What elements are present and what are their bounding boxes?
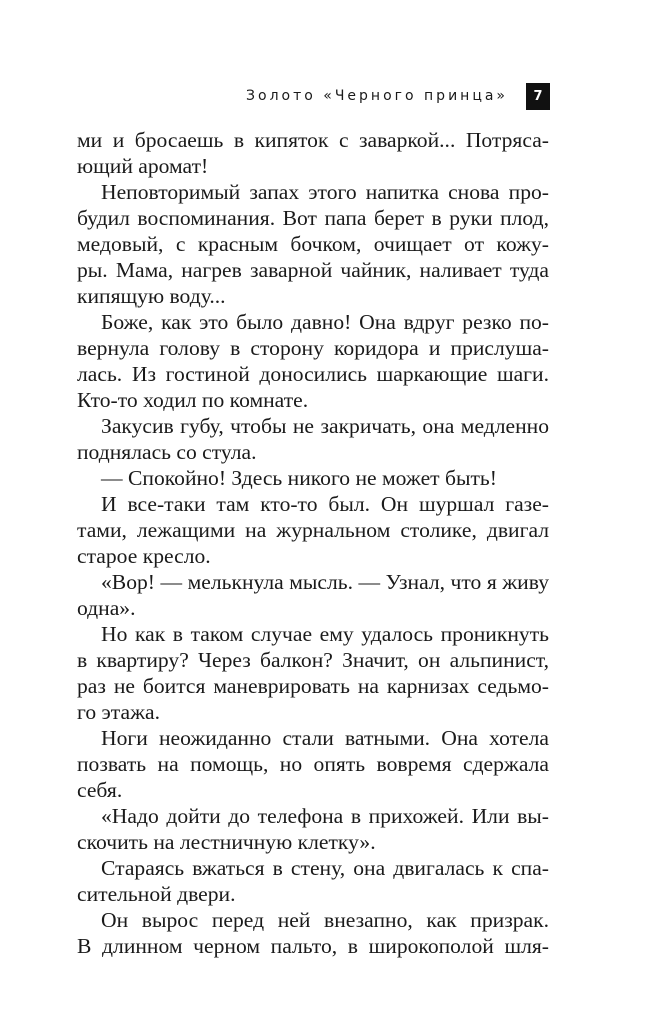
text-line: раз не боится маневрировать на карнизах седьмо- — [77, 674, 549, 698]
running-header — [70, 82, 550, 110]
text-line: И все-таки там кто-то был. Он шуршал газе- — [101, 492, 549, 516]
text-line: Он вырос перед ней внезапно, как призрак. — [101, 908, 549, 932]
text-line: лась. Из гостиной доносились шаркающие шаги. — [77, 362, 549, 386]
text-line: Но как в таком случае ему удалось проникнуть — [101, 622, 549, 646]
text-line: Боже, как это было давно! Она вдруг резко по- — [101, 310, 549, 334]
text-line: себя. — [77, 778, 123, 802]
running-title: Золото «Черного принца» — [246, 88, 508, 104]
text-line: Закусив губу, чтобы не закричать, она медленно — [101, 414, 549, 438]
text-line: Стараясь вжаться в стену, она двигалась к спа- — [101, 856, 549, 880]
text-line: ры. Мама, нагрев заварной чайник, наливает туда — [77, 258, 549, 282]
text-line: го этажа. — [77, 700, 160, 724]
text-line: ми и бросаешь в кипяток с заваркой... Потряса- — [77, 128, 549, 152]
text-line: В длинном черном пальто, в широкополой шля- — [77, 934, 549, 958]
text-line: сительной двери. — [77, 882, 236, 906]
text-line: одна». — [77, 596, 136, 620]
text-line: Неповторимый запах этого напитка снова про- — [101, 180, 549, 204]
text-line: медовый, с красным бочком, очищает от кожу- — [77, 232, 549, 256]
body-text — [77, 127, 549, 959]
text-line: позвать на помощь, но опять вовремя сдержала — [77, 752, 549, 776]
text-line: «Надо дойти до телефона в прихожей. Или вы- — [101, 804, 549, 828]
text-line: скочить на лестничную клетку». — [77, 830, 376, 854]
text-line: тами, лежащими на журнальном столике, двигал — [77, 518, 549, 542]
text-line: Кто-то ходил по комнате. — [77, 388, 309, 412]
text-line: старое кресло. — [77, 544, 211, 568]
text-line: поднялась со стула. — [77, 440, 257, 464]
text-line: Ноги неожиданно стали ватными. Она хотела — [101, 726, 549, 750]
text-line: кипящую воду... — [77, 284, 226, 308]
text-line: будил воспоминания. Вот папа берет в руки плод, — [77, 206, 549, 230]
text-line: ющий аромат! — [77, 154, 209, 178]
text-line: «Вор! — мелькнула мысль. — Узнал, что я живу — [101, 570, 549, 594]
text-line: вернула голову в сторону коридора и прислуша- — [77, 336, 549, 360]
text-line: — Спокойно! Здесь никого не может быть! — [101, 466, 497, 490]
page-number: 7 — [526, 83, 550, 110]
text-line: в квартиру? Через балкон? Значит, он альпинист, — [77, 648, 549, 672]
